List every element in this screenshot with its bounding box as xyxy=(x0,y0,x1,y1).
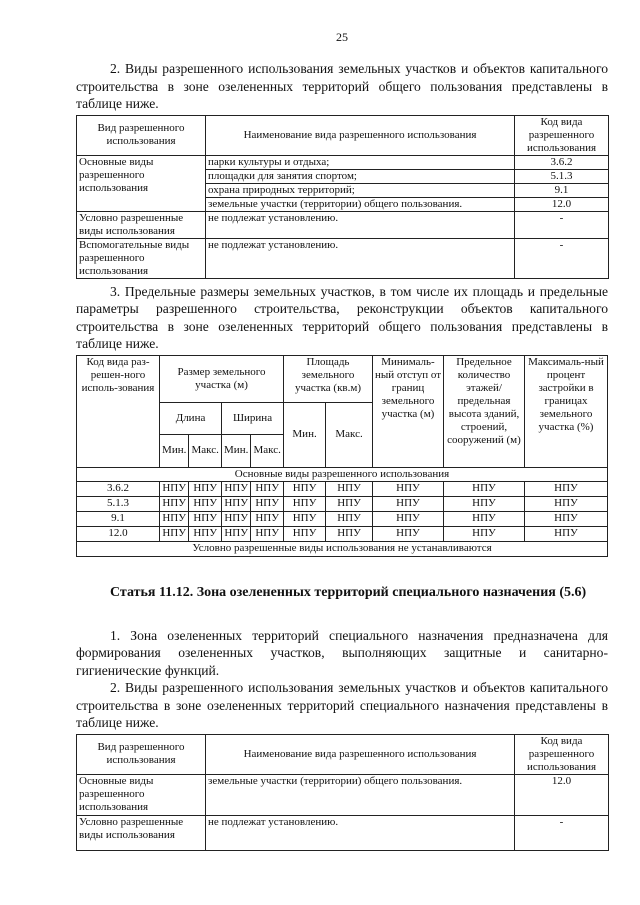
header-area: Площадь земельного участка (кв.м) xyxy=(284,355,373,402)
header-type: Вид разрешенного использования xyxy=(77,115,206,155)
parameters-table xyxy=(76,355,608,557)
row-code: 5.1.3 xyxy=(77,496,160,511)
special-zone-table xyxy=(76,734,609,851)
header-percent: Максималь-ный процент застройки в границах земельного участка (%) xyxy=(525,355,608,467)
row-name: земельные участки (территории) общего пользования. xyxy=(206,197,515,211)
row-code: 9.1 xyxy=(77,511,160,526)
main-label: Основные виды разрешенного использования xyxy=(77,155,206,211)
row-value: НПУ xyxy=(284,481,326,496)
row-value: НПУ xyxy=(189,496,222,511)
row-value: НПУ xyxy=(160,481,189,496)
row-name: охрана природных территорий; xyxy=(206,183,515,197)
row-value: НПУ xyxy=(284,511,326,526)
row-value: НПУ xyxy=(160,496,189,511)
row-value: НПУ xyxy=(251,526,284,541)
row-value: НПУ xyxy=(222,481,251,496)
header-width-max: Макс. xyxy=(251,434,284,467)
main-label: Основные виды разрешенного использования xyxy=(77,774,206,815)
conditional-label: Условно разрешенные виды использования xyxy=(77,211,206,238)
row-code: 5.1.3 xyxy=(515,169,609,183)
row-value: НПУ xyxy=(373,496,444,511)
row-value: НПУ xyxy=(284,496,326,511)
paragraph-2: 2. Виды разрешенного использования земельных участков и объектов капитального строительства в зоне озелененных территорий общего пользования представлены в таблице ниже. xyxy=(76,61,608,111)
header-length-min: Мин. xyxy=(160,434,189,467)
conditional-name: не подлежат установлению. xyxy=(206,211,515,238)
table-row xyxy=(77,496,608,511)
row-code: 12.0 xyxy=(77,526,160,541)
row-code: 3.6.2 xyxy=(515,155,609,169)
header-type: Вид разрешенного использования xyxy=(77,734,206,774)
paragraph-3: 3. Предельные размеры земельных участков, в том числе их площадь и предельные параметры разрешенного строительства, реконструкции объектов капитального строительства в зоне озелененных территорий общего пользования представлены в таблице ниже. xyxy=(76,283,608,351)
row-value: НПУ xyxy=(326,511,373,526)
row-name: площадки для занятия спортом; xyxy=(206,169,515,183)
header-offset: Минималь-ный отступ от границ земельного участка (м) xyxy=(373,355,444,467)
header-size: Размер земельного участка (м) xyxy=(160,355,284,402)
header-code: Код вида раз-решен-ного исполь-зования xyxy=(77,355,160,467)
row-code: 9.1 xyxy=(515,183,609,197)
row-value: НПУ xyxy=(444,526,525,541)
row-value: НПУ xyxy=(160,511,189,526)
row-code: 12.0 xyxy=(515,197,609,211)
header-code: Код вида разрешенного использования xyxy=(515,734,609,774)
conditional-code: - xyxy=(515,815,609,850)
row-value: НПУ xyxy=(326,526,373,541)
header-length: Длина xyxy=(160,402,222,434)
conditional-label: Условно разрешенные виды использования xyxy=(77,815,206,850)
row-value: НПУ xyxy=(525,511,608,526)
paragraph-zone-purpose: 1. Зона озелененных территорий специального назначения предназначена для формирования озелененных участков, выполняющих защитные и санитарно-гигиенические функций. xyxy=(76,627,608,678)
row-value: НПУ xyxy=(284,526,326,541)
header-name: Наименование вида разрешенного использования xyxy=(206,115,515,155)
auxiliary-name: не подлежат установлению. xyxy=(206,238,515,278)
row-value: НПУ xyxy=(444,481,525,496)
main-name: земельные участки (территории) общего пользования. xyxy=(206,774,515,815)
footer-note: Условно разрешенные виды использования не устанавливаются xyxy=(77,541,608,556)
header-name: Наименование вида разрешенного использования xyxy=(206,734,515,774)
row-value: НПУ xyxy=(251,496,284,511)
row-code: 3.6.2 xyxy=(77,481,160,496)
header-area-max: Макс. xyxy=(326,402,373,467)
paragraph-zone-uses: 2. Виды разрешенного использования земельных участков и объектов капитального строительства в зоне озелененных территорий специального назначения представлены в таблице ниже. xyxy=(76,680,608,730)
conditional-code: - xyxy=(515,211,609,238)
row-value: НПУ xyxy=(525,526,608,541)
header-length-max: Макс. xyxy=(189,434,222,467)
row-value: НПУ xyxy=(222,526,251,541)
row-value: НПУ xyxy=(444,511,525,526)
section-main-label: Основные виды разрешенного использования xyxy=(77,467,608,481)
table-row xyxy=(77,526,608,541)
row-value: НПУ xyxy=(326,481,373,496)
row-value: НПУ xyxy=(525,496,608,511)
header-area-min: Мин. xyxy=(284,402,326,467)
row-value: НПУ xyxy=(525,481,608,496)
auxiliary-label: Вспомогательные виды разрешенного использования xyxy=(77,238,206,278)
header-width: Ширина xyxy=(222,402,284,434)
conditional-name: не подлежат установлению. xyxy=(206,815,515,850)
table-row xyxy=(77,481,608,496)
header-code: Код вида разрешенного использования xyxy=(515,115,609,155)
row-value: НПУ xyxy=(326,496,373,511)
row-value: НПУ xyxy=(189,526,222,541)
row-value: НПУ xyxy=(189,481,222,496)
row-name: парки культуры и отдыха; xyxy=(206,155,515,169)
main-code: 12.0 xyxy=(515,774,609,815)
header-floors: Предельное количество этажей/ предельная высота зданий, строений, сооружений (м) xyxy=(444,355,525,467)
row-value: НПУ xyxy=(222,496,251,511)
row-value: НПУ xyxy=(189,511,222,526)
row-value: НПУ xyxy=(373,526,444,541)
row-value: НПУ xyxy=(373,511,444,526)
header-width-min: Мин. xyxy=(222,434,251,467)
table-row xyxy=(77,511,608,526)
row-value: НПУ xyxy=(251,511,284,526)
permitted-use-table xyxy=(76,115,609,279)
article-heading: Статья 11.12. Зона озелененных территорий специального назначения (5.6) xyxy=(110,584,587,600)
row-value: НПУ xyxy=(160,526,189,541)
row-value: НПУ xyxy=(373,481,444,496)
row-value: НПУ xyxy=(444,496,525,511)
row-value: НПУ xyxy=(251,481,284,496)
auxiliary-code: - xyxy=(515,238,609,278)
row-value: НПУ xyxy=(222,511,251,526)
page-number: 25 xyxy=(336,30,348,44)
